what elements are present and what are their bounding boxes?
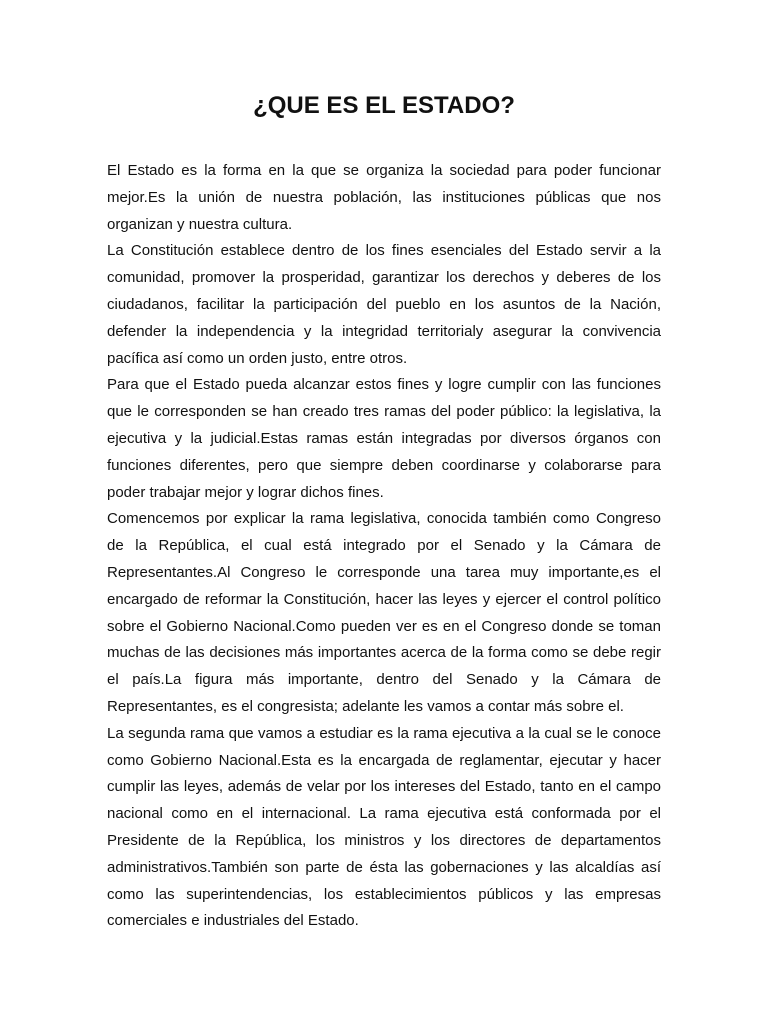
paragraph-1: El Estado es la forma en la que se organiza la sociedad para poder funcionar mejor.Es la unión de nuestra población, las instituciones públicas que nos organizan y nuestra cultura.	[107, 162, 661, 233]
paragraph-2: La Constitución establece dentro de los fines esenciales del Estado servir a la comunidad, promover la prosperidad, garantizar los derechos y deberes de los ciudadanos, facilitar la participación del pueblo en los asuntos de la Nación, defender la independencia y la integridad territorialy asegurar la convivencia pacífica así como un orden justo, entre otros.	[107, 242, 661, 367]
paragraph-4: Comencemos por explicar la rama legislativa, conocida también como Congreso de la República, el cual está integrado por el Senado y la Cámara de Representantes.Al Congreso le corresponde una tarea muy importante,es el encargado de reformar la Constitución, hacer las leyes y ejercer el control político sobre el Gobierno Nacional.Como pueden ver es en el Congreso donde se toman muchas de las decisiones más importantes acerca de la forma como se debe regir el país.La figura más importante, dentro del Senado y la Cámara de Representantes, es el congresista; adelante les vamos a contar más sobre el.	[107, 510, 661, 715]
document-title: ¿QUE ES EL ESTADO?	[253, 92, 515, 119]
document-body	[107, 158, 661, 935]
paragraph-5: La segunda rama que vamos a estudiar es la rama ejecutiva a la cual se le conoce como Gobierno Nacional.Esta es la encargada de reglamentar, ejecutar y hacer cumplir las leyes, además de velar por los intereses del Estado, tanto en el campo nacional como en el internacional. La rama ejecutiva está conformada por el Presidente de la República, los ministros y los directores de departamentos administrativos.También son parte de ésta las gobernaciones y las alcaldías así como las superintendencias, los establecimientos públicos y las empresas comerciales e industriales del Estado.	[107, 724, 661, 930]
paragraph-3: Para que el Estado pueda alcanzar estos fines y logre cumplir con las funciones que le corresponden se han creado tres ramas del poder público: la legislativa, la ejecutiva y la judicial.Estas ramas están integradas por diversos órganos con funciones diferentes, pero que siempre deben coordinarse y colaborarse para poder trabajar mejor y lograr dichos fines.	[107, 376, 661, 501]
